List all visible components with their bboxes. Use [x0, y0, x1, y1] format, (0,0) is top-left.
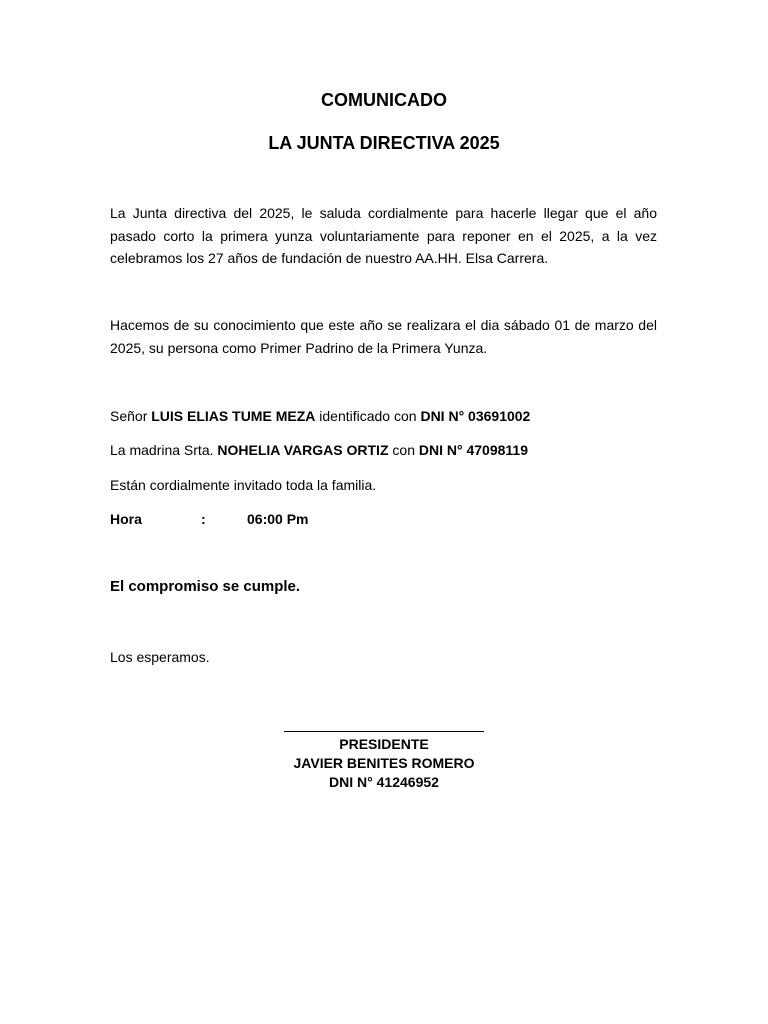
- signature-line: [284, 731, 484, 732]
- commitment-line: El compromiso se cumple.: [110, 578, 301, 595]
- madrina-name: NOHELIA VARGAS ORTIZ: [217, 442, 389, 458]
- madrina-prefix: La madrina Srta.: [110, 442, 218, 458]
- padrino-prefix: Señor: [110, 408, 152, 424]
- announcement-paragraph: Hacemos de su conocimiento que este año se realizara el dia sábado 01 de marzo del 2025, su persona como Primer Padrino de la Primera Yunza.: [110, 317, 657, 356]
- time-colon: :: [201, 511, 206, 527]
- invitation-line: Están cordialmente invitado toda la familia.: [110, 477, 377, 493]
- signature-role: PRESIDENTE: [339, 736, 429, 752]
- padrino-name: LUIS ELIAS TUME MEZA: [151, 408, 316, 424]
- time-value: 06:00 Pm: [247, 511, 309, 527]
- greeting-paragraph: La Junta directiva del 2025, le saluda cordialmente para hacerle llegar que el año pasado corto la primera yunza voluntariamente para reponer en el 2025, a la vez celebramos los 27 años de fundación de nuestro AA.HH. Elsa Carrera.: [110, 205, 657, 266]
- madrina-dni: DNI N° 47098119: [418, 442, 528, 458]
- closing-line: Los esperamos.: [110, 649, 210, 665]
- document-subtitle: LA JUNTA DIRECTIVA 2025: [268, 133, 500, 153]
- signature-name: JAVIER BENITES ROMERO: [293, 755, 475, 771]
- madrina-line: [110, 440, 670, 460]
- padrino-dni: DNI N° 03691002: [420, 408, 531, 424]
- madrina-middle: con: [388, 442, 419, 458]
- document-title: COMUNICADO: [321, 90, 447, 110]
- padrino-middle: identificado con: [315, 408, 421, 424]
- signature-dni: DNI N° 41246952: [329, 774, 439, 790]
- padrino-line: [110, 406, 670, 426]
- time-label: Hora: [110, 511, 142, 527]
